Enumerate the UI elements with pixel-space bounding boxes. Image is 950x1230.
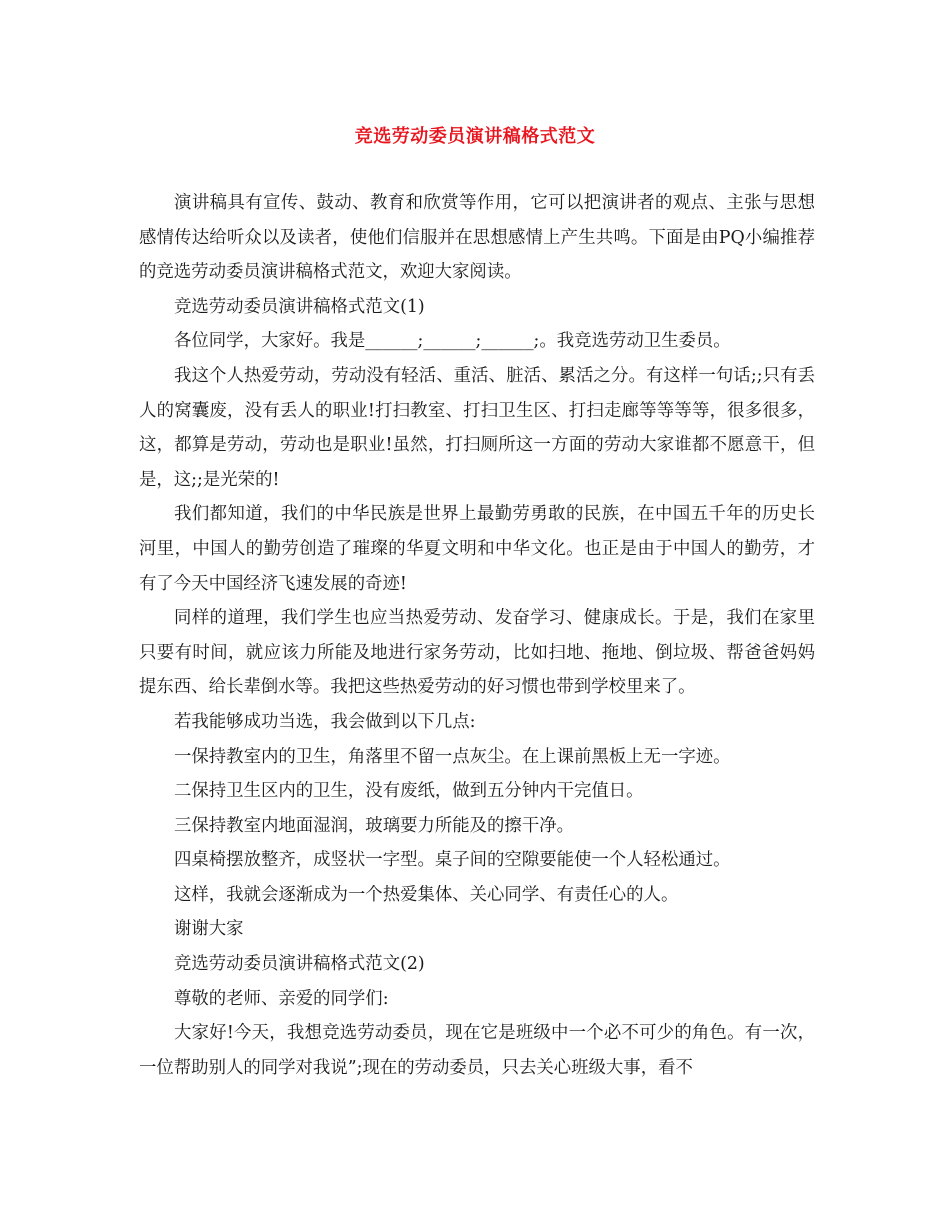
list-item: 三保持教室内地面湿润，玻璃要力所能及的擦干净。: [174, 815, 574, 836]
paragraph: 我这个人热爱劳动，劳动没有轻活、重活、脏活、累活之分。有这样一句话;;只有丢人的窝囊废，没有丢人的职业!打扫教室、打扫卫生区、打扫走廊等等等等，很多很多，这，都算是劳动，劳动也是职业!虽然，打扫厕所这一方面的劳动大家谁都不愿意干，但是，这;;是光荣的!: [139, 365, 815, 490]
paragraph-intro: 演讲稿具有宣传、鼓动、教育和欣赏等作用，它可以把演讲者的观点、主张与思想感情传达给听众以及读者，使他们信服并在思想感情上产生共鸣。下面是由PQ小编推荐的竞选劳动委员演讲稿格式范文，欢迎大家阅读。: [139, 193, 815, 283]
list-item: 四桌椅摆放整齐，成竖状一字型。桌子间的空隙要能使一个人轻松通过。: [174, 850, 731, 871]
document-title: 竞选劳动委员演讲稿格式范文: [354, 126, 596, 147]
section-heading-1: 竞选劳动委员演讲稿格式范文(1): [174, 296, 425, 317]
document-body: [139, 186, 815, 1085]
paragraph: 尊敬的老师、亲爱的同学们:: [174, 988, 389, 1009]
list-item: 一保持教室内的卫生，角落里不留一点灰尘。在上课前黑板上无一字迹。: [174, 746, 731, 767]
paragraph: 我们都知道，我们的中华民族是世界上最勤劳勇敢的民族，在中国五千年的历史长河里，中国人的勤劳创造了璀璨的华夏文明和中华文化。也正是由于中国人的勤劳，才有了今天中国经济飞速发展的奇迹!: [139, 504, 815, 594]
paragraph: 若我能够成功当选，我会做到以下几点:: [174, 711, 476, 732]
paragraph: 大家好!今天，我想竞选劳动委员，现在它是班级中一个必不可少的角色。有一次，一位帮助别人的同学对我说”;现在的劳动委员，只去关心班级大事，看不: [139, 1023, 815, 1078]
paragraph: 同样的道理，我们学生也应当热爱劳动、发奋学习、健康成长。于是，我们在家里只要有时间，就应该力所能及地进行家务劳动，比如扫地、拖地、倒垃圾、帮爸爸妈妈提东西、给长辈倒水等。我把这些热爱劳动的好习惯也带到学校里来了。: [139, 608, 815, 698]
paragraph: 各位同学，大家好。我是______;______;______;。我竞选劳动卫生委员。: [174, 331, 731, 352]
paragraph: 谢谢大家: [174, 919, 244, 940]
list-item: 二保持卫生区内的卫生，没有废纸，做到五分钟内干完值日。: [174, 781, 644, 802]
paragraph: 这样，我就会逐渐成为一个热爱集体、关心同学、有责任心的人。: [174, 884, 679, 905]
section-heading-2: 竞选劳动委员演讲稿格式范文(2): [174, 954, 425, 975]
